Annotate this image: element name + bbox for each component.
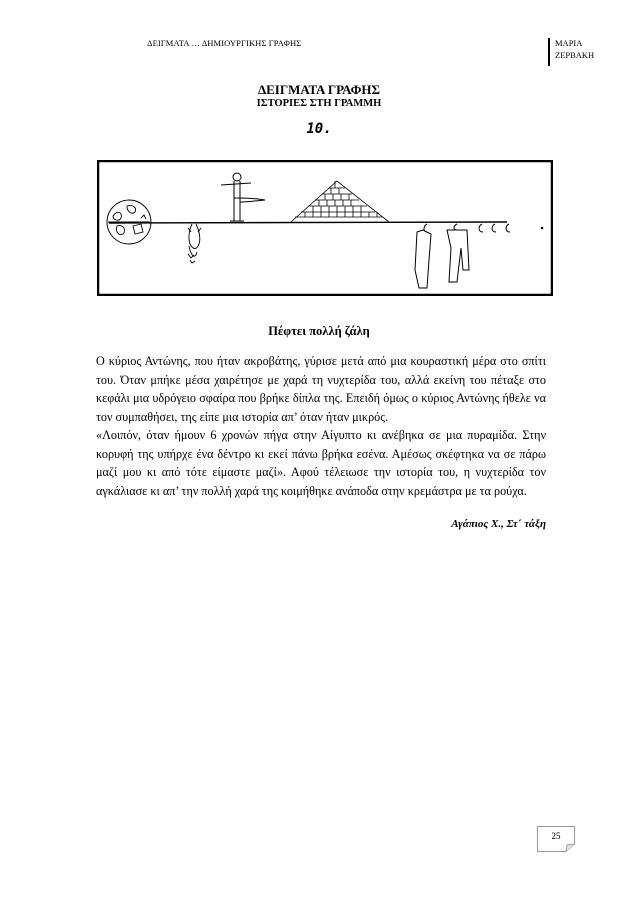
story-drawing bbox=[97, 160, 553, 296]
header-divider bbox=[548, 38, 550, 66]
page-number: 25 bbox=[551, 831, 561, 841]
story-paragraph: Ο κύριος Αντώνης, που ήταν ακροβάτης, γύρισε μετά από μια κουραστική μέρα στο σπίτι του. Όταν μπήκε μέσα χαιρέτησε με χαρά τη νυχτερίδα του, αλλά εκείνη του πέταξε στο κεφάλι μια υδρόγειο σφαίρα που βρήκε δίπλα της. Επειδή όμως ο κύριος Αντώνης ήθελε να τον συμπαθήσει, της είπε μια ιστορία απ’ όταν ήταν μικρός. bbox=[96, 354, 546, 424]
story-author: Αγάπιος Χ., Στ΄ τάξη bbox=[451, 518, 546, 530]
running-header-author bbox=[555, 37, 594, 61]
page-title: ΔΕΙΓΜΑΤΑ ΓΡΑΦΗΣ bbox=[257, 82, 380, 97]
running-header-title: ΔΕΙΓΜΑΤΑ … ΔΗΜΙΟΥΡΓΙΚΗΣ ΓΡΑΦΗΣ bbox=[147, 38, 302, 48]
author-first-name: ΜΑΡΙΑ bbox=[555, 38, 583, 48]
story-title: Πέφτει πολλή ζάλη bbox=[268, 324, 370, 338]
story-text bbox=[96, 352, 546, 500]
page-subtitle: ΙΣΤΟΡΙΕΣ ΣΤΗ ΓΡΑΜΜΗ bbox=[256, 98, 382, 109]
sample-number: 10. bbox=[306, 121, 332, 137]
story-paragraph: «Λοιπόν, όταν ήμουν 6 χρονών πήγα στην Αίγυπτο κι ανέβηκα σε μια πυραμίδα. Στην κορυφή της υπήρχε ένα δέντρο κι εκεί πάνω βρήκα εσένα. Αμέσως σκέφτηκα να σε πάρω μαζί μου κι από τότε είμαστε μαζί». Αφού τέλειωσε την ιστορία του, η νυχτερίδα τον αγκάλιασε κι απ’ την πολλή χαρά της κοιμήθηκε ανάποδα στην κρεμάστρα με τα ρούχα. bbox=[96, 428, 546, 498]
author-last-name: ΖΕΡΒΑΚΗ bbox=[555, 50, 595, 60]
